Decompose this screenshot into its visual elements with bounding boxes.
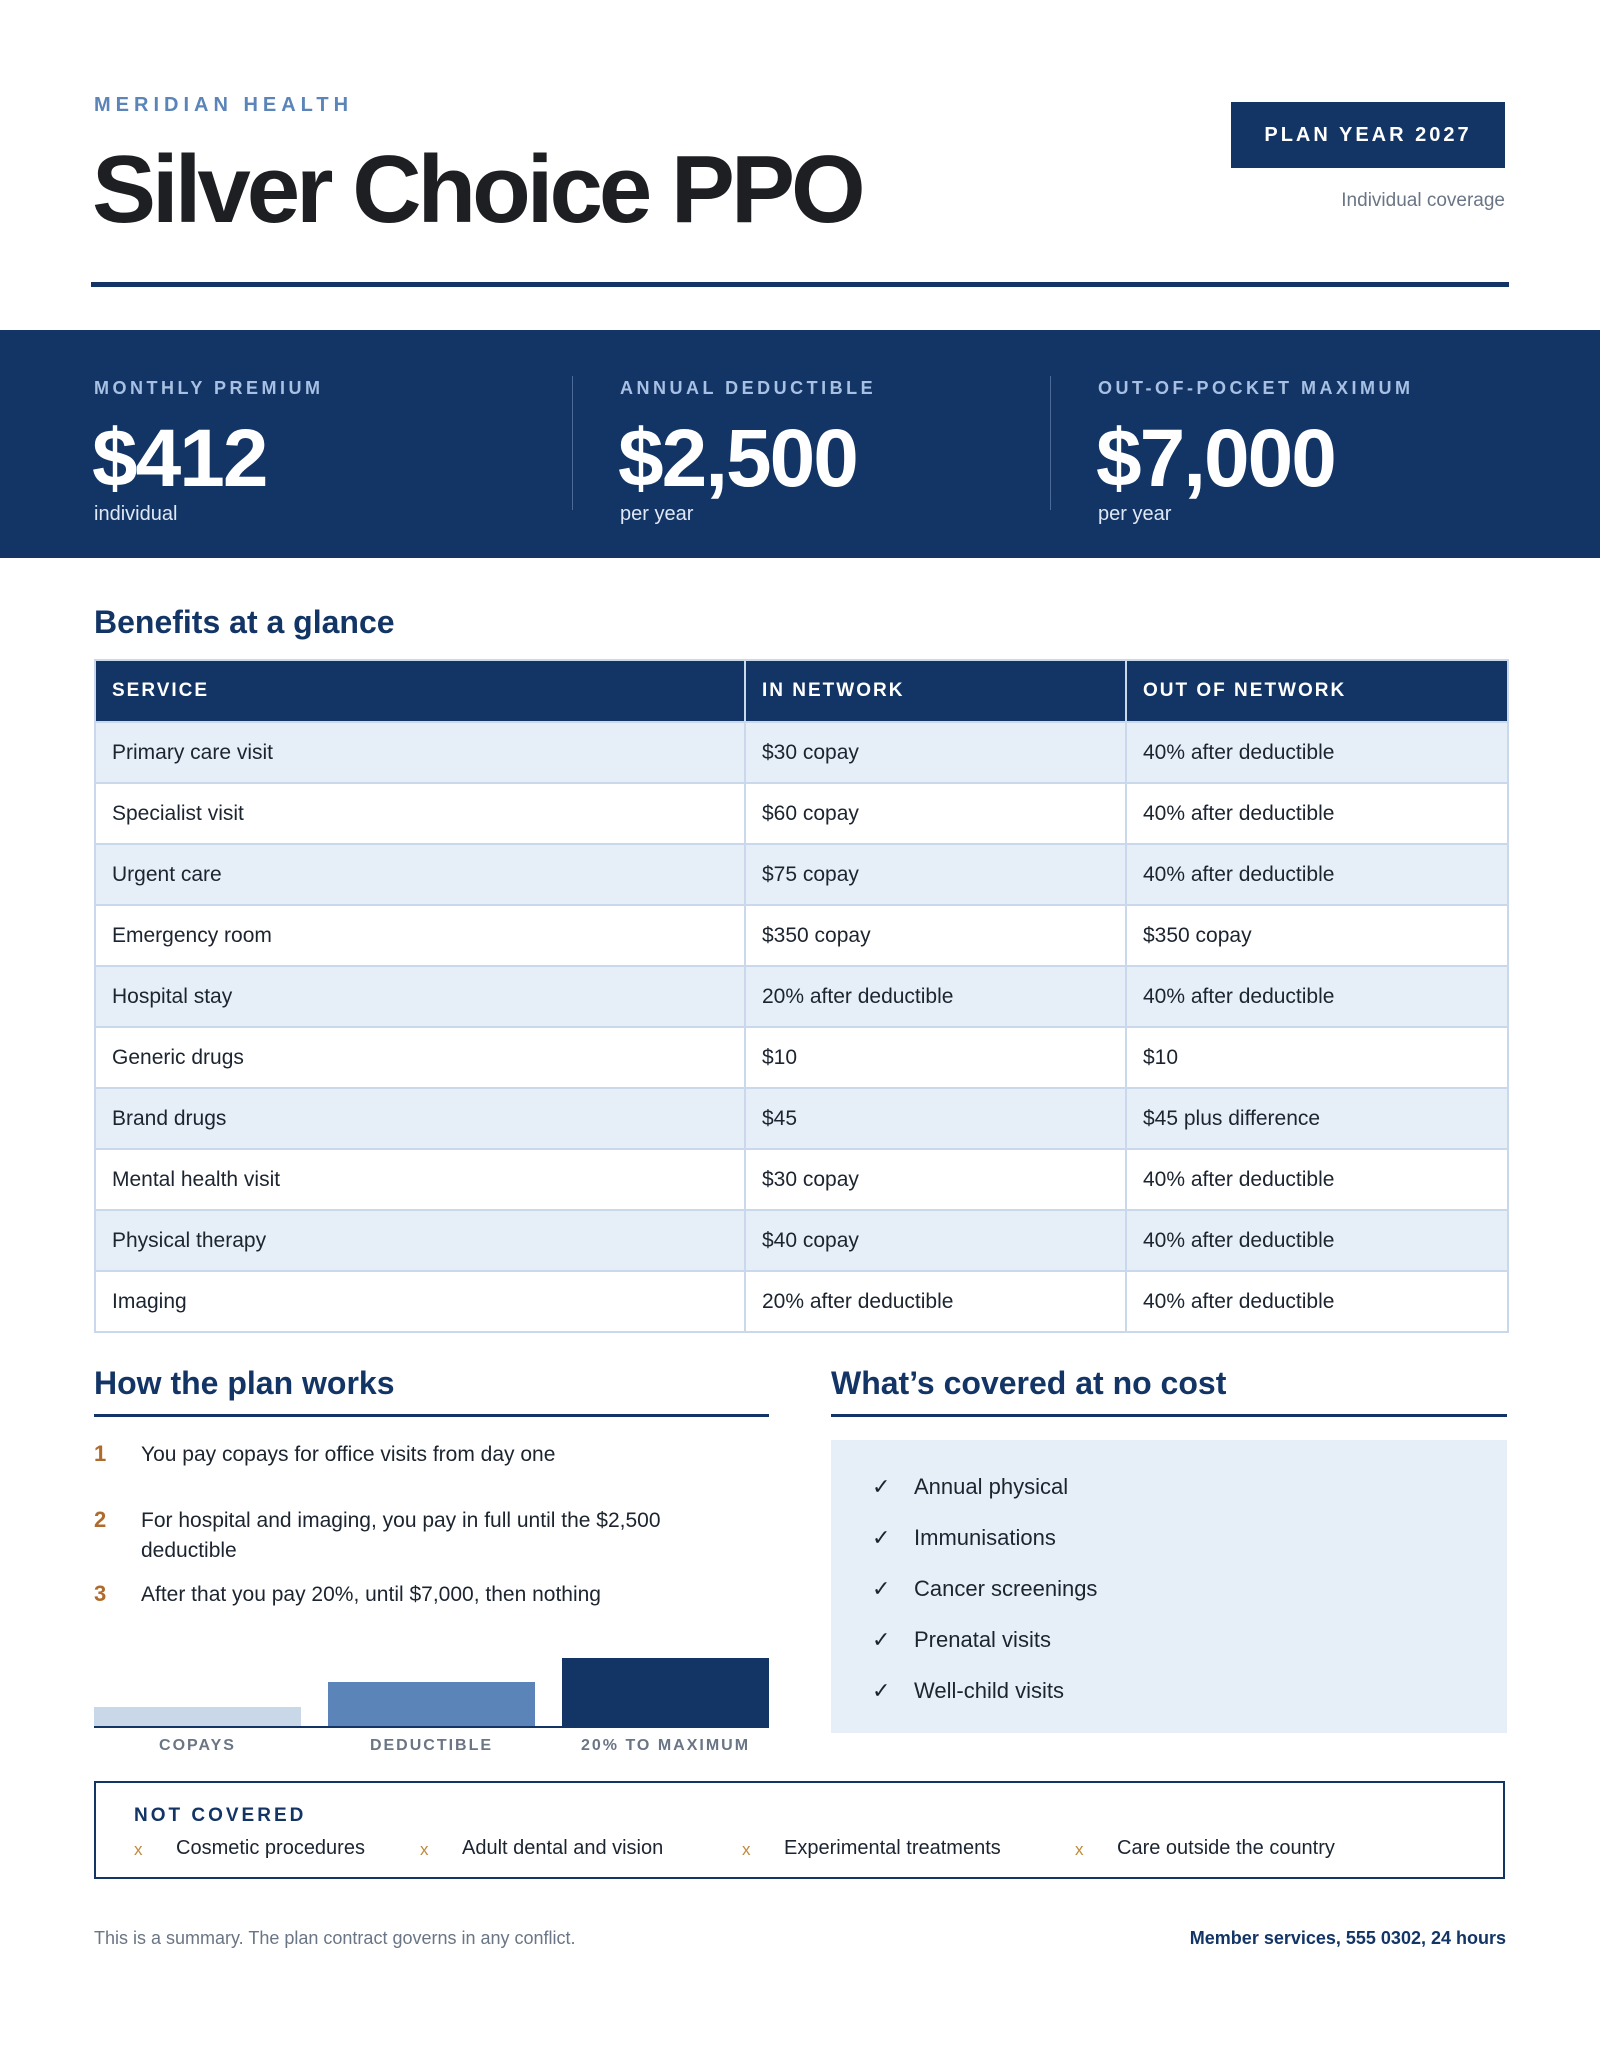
service-cell: Generic drugs [95, 1027, 745, 1088]
table-row [95, 1149, 1508, 1210]
covered-item: Immunisations [914, 1525, 1056, 1550]
service-cell: Mental health visit [95, 1149, 745, 1210]
step-number: 2 [94, 1507, 107, 1532]
x-icon: x [742, 1840, 751, 1859]
no-cost-heading-rule [831, 1414, 1507, 1417]
service-cell: Urgent care [95, 844, 745, 905]
table-row [95, 722, 1508, 783]
stat-divider [572, 376, 573, 510]
step-number: 1 [94, 1441, 107, 1466]
x-icon: x [420, 1840, 429, 1859]
service-cell: Hospital stay [95, 966, 745, 1027]
covered-item: Well-child visits [914, 1678, 1064, 1703]
in-network-cell: 20% after deductible [745, 1271, 1126, 1332]
check-icon: ✓ [872, 1678, 891, 1703]
stat-divider [1050, 376, 1051, 510]
table-row [95, 1271, 1508, 1332]
in-network-cell: 20% after deductible [745, 966, 1126, 1027]
deductible-label: ANNUAL DEDUCTIBLE [620, 378, 877, 398]
check-icon: ✓ [872, 1627, 891, 1652]
table-row [95, 966, 1508, 1027]
x-icon: x [134, 1840, 143, 1859]
covered-item: Cancer screenings [914, 1576, 1098, 1601]
in-network-cell: $30 copay [745, 722, 1126, 783]
column-header-service: SERVICE [95, 660, 745, 722]
page-title: Silver Choice PPO [92, 136, 862, 243]
out-of-network-cell: 40% after deductible [1126, 783, 1508, 844]
out-of-network-cell: 40% after deductible [1126, 1149, 1508, 1210]
service-cell: Specialist visit [95, 783, 745, 844]
table-row [95, 1088, 1508, 1149]
oop-max-sub: per year [1098, 503, 1172, 525]
table-row [95, 844, 1508, 905]
phase-label: COPAYS [159, 1737, 236, 1754]
table-row [95, 783, 1508, 844]
out-of-network-cell: $350 copay [1126, 905, 1508, 966]
benefits-table [94, 659, 1509, 1333]
deductible-sub: per year [620, 503, 694, 525]
out-of-network-cell: 40% after deductible [1126, 1210, 1508, 1271]
service-cell: Physical therapy [95, 1210, 745, 1271]
not-covered-item: Experimental treatments [784, 1837, 1001, 1859]
check-icon: ✓ [872, 1525, 891, 1550]
step-number: 3 [94, 1581, 107, 1606]
plan-year-badge: PLAN YEAR 2027 [1231, 102, 1505, 168]
step-text: After that you pay 20%, until $7,000, then nothing [141, 1583, 601, 1606]
covered-item: Annual physical [914, 1474, 1069, 1499]
covered-item: Prenatal visits [914, 1627, 1051, 1652]
column-header-out-of-network: OUT OF NETWORK [1126, 660, 1508, 722]
how-heading-rule [94, 1414, 769, 1417]
x-icon: x [1075, 1840, 1084, 1859]
out-of-network-cell: 40% after deductible [1126, 722, 1508, 783]
step-text: You pay copays for office visits from day one [141, 1443, 556, 1466]
service-cell: Brand drugs [95, 1088, 745, 1149]
check-icon: ✓ [872, 1474, 891, 1499]
premium-label: MONTHLY PREMIUM [94, 378, 324, 398]
out-of-network-cell: 40% after deductible [1126, 966, 1508, 1027]
phase-label: 20% TO MAXIMUM [580, 1737, 751, 1754]
service-cell: Primary care visit [95, 722, 745, 783]
out-of-network-cell: 40% after deductible [1126, 1271, 1508, 1332]
benefits-heading: Benefits at a glance [94, 604, 395, 640]
deductible-value: $2,500 [618, 413, 857, 504]
in-network-cell: $30 copay [745, 1149, 1126, 1210]
table-row [95, 905, 1508, 966]
brand-name: MERIDIAN HEALTH [94, 94, 354, 116]
no-cost-heading: What’s covered at no cost [831, 1365, 1227, 1401]
step-text: For hospital and imaging, you pay in full until the $2,500 deductible [141, 1509, 661, 1562]
phase-bar-deductible [328, 1682, 535, 1726]
oop-max-value: $7,000 [1096, 413, 1335, 504]
not-covered-title: NOT COVERED [134, 1805, 307, 1826]
in-network-cell: $75 copay [745, 844, 1126, 905]
not-covered-item: Care outside the country [1117, 1837, 1335, 1859]
in-network-cell: $10 [745, 1027, 1126, 1088]
service-cell: Emergency room [95, 905, 745, 966]
footer-note: This is a summary. The plan contract governs in any conflict. [94, 1928, 576, 1948]
not-covered-box [94, 1781, 1505, 1879]
in-network-cell: $60 copay [745, 783, 1126, 844]
not-covered-item: Cosmetic procedures [176, 1837, 365, 1859]
out-of-network-cell: $10 [1126, 1027, 1508, 1088]
premium-value: $412 [92, 413, 267, 504]
in-network-cell: $45 [745, 1088, 1126, 1149]
premium-sub: individual [94, 503, 178, 525]
out-of-network-cell: $45 plus difference [1126, 1088, 1508, 1149]
not-covered-item: Adult dental and vision [462, 1837, 664, 1859]
table-row [95, 1027, 1508, 1088]
phase-baseline [94, 1726, 769, 1728]
check-icon: ✓ [872, 1576, 891, 1601]
service-cell: Imaging [95, 1271, 745, 1332]
table-row [95, 1210, 1508, 1271]
out-of-network-cell: 40% after deductible [1126, 844, 1508, 905]
oop-max-label: OUT-OF-POCKET MAXIMUM [1098, 378, 1414, 398]
header-rule [91, 282, 1509, 287]
phase-bar-copays [94, 1707, 301, 1726]
in-network-cell: $40 copay [745, 1210, 1126, 1271]
column-header-in-network: IN NETWORK [745, 660, 1126, 722]
phase-label: DEDUCTIBLE [369, 1737, 494, 1754]
phase-bar-maximum [562, 1658, 769, 1726]
how-heading: How the plan works [94, 1365, 395, 1401]
coverage-type: Individual coverage [1341, 190, 1505, 211]
member-services-contact: Member services, 555 0302, 24 hours [1189, 1928, 1506, 1948]
table-header-row [95, 660, 1508, 722]
in-network-cell: $350 copay [745, 905, 1126, 966]
